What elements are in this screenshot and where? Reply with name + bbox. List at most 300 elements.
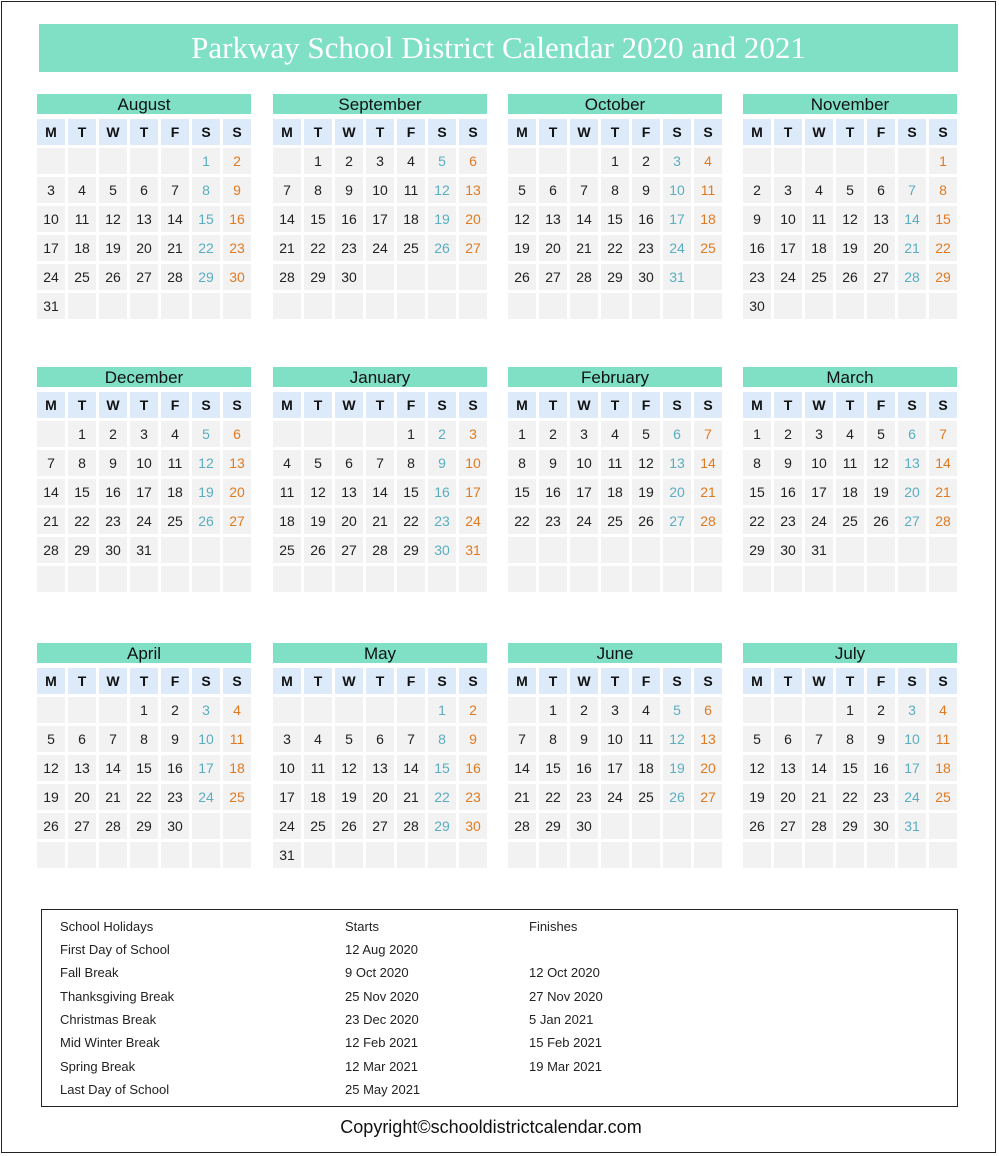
day-cell: 7 — [99, 726, 127, 752]
holiday-start: 12 Feb 2021 — [345, 1035, 419, 1051]
day-cell: 10 — [366, 177, 394, 203]
holiday-start: 23 Dec 2020 — [345, 1011, 419, 1027]
empty-day-cell — [694, 537, 722, 563]
weekday-header: T — [68, 392, 96, 418]
day-cell: 28 — [570, 264, 598, 290]
empty-day-cell — [508, 537, 536, 563]
empty-day-cell — [508, 293, 536, 319]
day-cell: 10 — [37, 206, 65, 232]
day-cell: 27 — [539, 264, 567, 290]
empty-day-cell — [632, 813, 660, 839]
weekday-header: S — [223, 392, 251, 418]
empty-day-cell — [601, 293, 629, 319]
day-cell: 17 — [273, 784, 301, 810]
empty-day-cell — [694, 566, 722, 592]
day-cell: 3 — [663, 148, 691, 174]
weekday-header: S — [663, 119, 691, 145]
day-cell: 21 — [929, 479, 957, 505]
day-cell: 24 — [273, 813, 301, 839]
day-cell: 10 — [898, 726, 926, 752]
empty-day-cell — [273, 421, 301, 447]
empty-day-cell — [774, 293, 802, 319]
empty-day-cell — [929, 842, 957, 868]
weekday-header: F — [161, 668, 189, 694]
day-cell: 24 — [459, 508, 487, 534]
empty-day-cell — [539, 293, 567, 319]
weekday-header: W — [570, 119, 598, 145]
day-cell: 5 — [867, 421, 895, 447]
empty-day-cell — [99, 842, 127, 868]
month-title: September — [273, 94, 487, 114]
day-cell: 5 — [428, 148, 456, 174]
holiday-row — [42, 1082, 957, 1102]
day-cell: 22 — [304, 235, 332, 261]
month-title: November — [743, 94, 957, 114]
day-cell: 21 — [397, 784, 425, 810]
weekday-header: W — [335, 119, 363, 145]
empty-day-cell — [161, 293, 189, 319]
day-cell: 26 — [836, 264, 864, 290]
empty-day-cell — [273, 148, 301, 174]
holiday-end: 5 Jan 2021 — [529, 1011, 594, 1027]
day-cell: 4 — [694, 148, 722, 174]
empty-day-cell — [570, 148, 598, 174]
day-cell: 29 — [68, 537, 96, 563]
empty-day-cell — [366, 697, 394, 723]
weekday-header: F — [397, 392, 425, 418]
day-cell: 13 — [867, 206, 895, 232]
empty-day-cell — [130, 842, 158, 868]
empty-day-cell — [366, 264, 394, 290]
day-cell: 16 — [335, 206, 363, 232]
day-cell: 6 — [663, 421, 691, 447]
day-cell: 4 — [223, 697, 251, 723]
weekday-header: M — [508, 668, 536, 694]
day-cell: 5 — [304, 450, 332, 476]
weekday-header: S — [929, 119, 957, 145]
day-cell: 13 — [366, 755, 394, 781]
day-cell: 12 — [304, 479, 332, 505]
day-cell: 17 — [601, 755, 629, 781]
day-cell: 30 — [632, 264, 660, 290]
empty-day-cell — [570, 842, 598, 868]
empty-day-cell — [273, 697, 301, 723]
day-cell: 26 — [867, 508, 895, 534]
empty-day-cell — [929, 293, 957, 319]
day-cell: 13 — [774, 755, 802, 781]
weekday-header: W — [805, 392, 833, 418]
day-cell: 30 — [223, 264, 251, 290]
weekday-header: S — [459, 119, 487, 145]
empty-day-cell — [774, 566, 802, 592]
day-cell: 31 — [130, 537, 158, 563]
month-december — [37, 367, 251, 592]
day-cell: 17 — [570, 479, 598, 505]
day-cell: 19 — [335, 784, 363, 810]
day-cell: 27 — [867, 264, 895, 290]
day-cell: 19 — [304, 508, 332, 534]
day-cell: 29 — [539, 813, 567, 839]
day-cell: 18 — [929, 755, 957, 781]
month-days-grid — [273, 119, 487, 319]
empty-day-cell — [366, 566, 394, 592]
holidays-header-end: Finishes — [529, 919, 578, 934]
day-cell: 22 — [836, 784, 864, 810]
day-cell: 26 — [335, 813, 363, 839]
day-cell: 14 — [366, 479, 394, 505]
day-cell: 12 — [335, 755, 363, 781]
day-cell: 18 — [694, 206, 722, 232]
day-cell: 2 — [459, 697, 487, 723]
day-cell: 1 — [508, 421, 536, 447]
day-cell: 23 — [335, 235, 363, 261]
month-april — [37, 643, 251, 868]
empty-day-cell — [130, 148, 158, 174]
empty-day-cell — [570, 293, 598, 319]
day-cell: 10 — [805, 450, 833, 476]
empty-day-cell — [459, 264, 487, 290]
weekday-header: S — [663, 392, 691, 418]
day-cell: 27 — [366, 813, 394, 839]
weekday-header: S — [929, 668, 957, 694]
day-cell: 13 — [68, 755, 96, 781]
empty-day-cell — [397, 842, 425, 868]
weekday-header: W — [99, 668, 127, 694]
empty-day-cell — [37, 697, 65, 723]
empty-day-cell — [539, 148, 567, 174]
empty-day-cell — [805, 148, 833, 174]
copyright-text: Copyright©schooldistrictcalendar.com — [340, 1117, 642, 1137]
day-cell: 11 — [805, 206, 833, 232]
day-cell: 31 — [805, 537, 833, 563]
month-title: February — [508, 367, 722, 387]
day-cell: 12 — [836, 206, 864, 232]
day-cell: 17 — [459, 479, 487, 505]
day-cell: 29 — [428, 813, 456, 839]
holiday-start: 25 Nov 2020 — [345, 988, 419, 1004]
weekday-header: S — [428, 119, 456, 145]
day-cell: 19 — [192, 479, 220, 505]
day-cell: 26 — [37, 813, 65, 839]
month-days-grid — [508, 392, 722, 592]
day-cell: 10 — [601, 726, 629, 752]
day-cell: 9 — [867, 726, 895, 752]
day-cell: 9 — [539, 450, 567, 476]
empty-day-cell — [99, 148, 127, 174]
day-cell: 28 — [929, 508, 957, 534]
weekday-header: T — [130, 668, 158, 694]
day-cell: 8 — [68, 450, 96, 476]
weekday-header: W — [335, 392, 363, 418]
day-cell: 25 — [304, 813, 332, 839]
empty-day-cell — [428, 566, 456, 592]
empty-day-cell — [304, 566, 332, 592]
day-cell: 27 — [130, 264, 158, 290]
weekday-header: S — [929, 392, 957, 418]
weekday-header: T — [130, 392, 158, 418]
day-cell: 10 — [130, 450, 158, 476]
holiday-name: First Day of School — [60, 942, 170, 957]
day-cell: 20 — [223, 479, 251, 505]
month-january — [273, 367, 487, 592]
day-cell: 22 — [743, 508, 771, 534]
day-cell: 25 — [836, 508, 864, 534]
day-cell: 10 — [192, 726, 220, 752]
empty-day-cell — [99, 293, 127, 319]
empty-day-cell — [192, 566, 220, 592]
weekday-header: T — [774, 668, 802, 694]
empty-day-cell — [508, 842, 536, 868]
empty-day-cell — [539, 566, 567, 592]
day-cell: 3 — [130, 421, 158, 447]
empty-day-cell — [428, 293, 456, 319]
empty-day-cell — [805, 842, 833, 868]
day-cell: 30 — [459, 813, 487, 839]
day-cell: 6 — [539, 177, 567, 203]
empty-day-cell — [335, 697, 363, 723]
empty-day-cell — [223, 537, 251, 563]
day-cell: 17 — [898, 755, 926, 781]
weekday-header: S — [223, 668, 251, 694]
holiday-end: 27 Nov 2020 — [529, 988, 603, 1004]
day-cell: 7 — [37, 450, 65, 476]
empty-day-cell — [743, 697, 771, 723]
day-cell: 22 — [539, 784, 567, 810]
day-cell: 26 — [99, 264, 127, 290]
day-cell: 9 — [161, 726, 189, 752]
day-cell: 23 — [428, 508, 456, 534]
day-cell: 4 — [836, 421, 864, 447]
weekday-header: T — [601, 668, 629, 694]
day-cell: 25 — [805, 264, 833, 290]
day-cell: 8 — [304, 177, 332, 203]
day-cell: 11 — [273, 479, 301, 505]
empty-day-cell — [37, 421, 65, 447]
empty-day-cell — [68, 293, 96, 319]
month-days-grid — [743, 668, 957, 868]
holiday-start: 12 Mar 2021 — [345, 1058, 418, 1074]
day-cell: 12 — [743, 755, 771, 781]
empty-day-cell — [663, 566, 691, 592]
weekday-header: T — [304, 668, 332, 694]
empty-day-cell — [130, 566, 158, 592]
day-cell: 17 — [805, 479, 833, 505]
day-cell: 15 — [601, 206, 629, 232]
empty-day-cell — [68, 697, 96, 723]
weekday-header: M — [37, 392, 65, 418]
day-cell: 9 — [223, 177, 251, 203]
day-cell: 22 — [929, 235, 957, 261]
day-cell: 6 — [867, 177, 895, 203]
day-cell: 21 — [805, 784, 833, 810]
weekday-header: W — [805, 119, 833, 145]
day-cell: 7 — [273, 177, 301, 203]
day-cell: 2 — [774, 421, 802, 447]
day-cell: 19 — [663, 755, 691, 781]
month-days-grid — [743, 119, 957, 319]
day-cell: 20 — [68, 784, 96, 810]
day-cell: 6 — [130, 177, 158, 203]
day-cell: 21 — [161, 235, 189, 261]
weekday-header: T — [539, 119, 567, 145]
day-cell: 8 — [192, 177, 220, 203]
holidays-table — [41, 909, 958, 1107]
day-cell: 28 — [508, 813, 536, 839]
day-cell: 27 — [774, 813, 802, 839]
day-cell: 4 — [304, 726, 332, 752]
empty-day-cell — [68, 566, 96, 592]
empty-day-cell — [366, 293, 394, 319]
day-cell: 4 — [68, 177, 96, 203]
empty-day-cell — [805, 697, 833, 723]
empty-day-cell — [694, 264, 722, 290]
day-cell: 6 — [694, 697, 722, 723]
day-cell: 24 — [663, 235, 691, 261]
day-cell: 22 — [601, 235, 629, 261]
weekday-header: M — [37, 668, 65, 694]
weekday-header: S — [694, 668, 722, 694]
holiday-start: 25 May 2021 — [345, 1081, 421, 1097]
day-cell: 29 — [304, 264, 332, 290]
weekday-header: M — [508, 392, 536, 418]
weekday-header: T — [601, 119, 629, 145]
day-cell: 5 — [508, 177, 536, 203]
empty-day-cell — [867, 293, 895, 319]
month-days-grid — [508, 119, 722, 319]
empty-day-cell — [397, 566, 425, 592]
weekday-header: T — [539, 668, 567, 694]
day-cell: 29 — [130, 813, 158, 839]
holiday-start: 9 Oct 2020 — [345, 965, 409, 981]
day-cell: 23 — [223, 235, 251, 261]
day-cell: 18 — [68, 235, 96, 261]
empty-day-cell — [743, 566, 771, 592]
day-cell: 25 — [273, 537, 301, 563]
holiday-row — [42, 942, 957, 962]
day-cell: 28 — [694, 508, 722, 534]
empty-day-cell — [743, 842, 771, 868]
day-cell: 3 — [601, 697, 629, 723]
day-cell: 13 — [898, 450, 926, 476]
day-cell: 16 — [867, 755, 895, 781]
empty-day-cell — [570, 537, 598, 563]
month-title: May — [273, 643, 487, 663]
day-cell: 11 — [929, 726, 957, 752]
day-cell: 2 — [99, 421, 127, 447]
empty-day-cell — [539, 842, 567, 868]
month-september — [273, 94, 487, 319]
day-cell: 28 — [161, 264, 189, 290]
day-cell: 18 — [836, 479, 864, 505]
empty-day-cell — [898, 566, 926, 592]
empty-day-cell — [898, 537, 926, 563]
empty-day-cell — [867, 148, 895, 174]
empty-day-cell — [774, 842, 802, 868]
day-cell: 7 — [694, 421, 722, 447]
day-cell: 22 — [192, 235, 220, 261]
month-title: October — [508, 94, 722, 114]
day-cell: 30 — [161, 813, 189, 839]
empty-day-cell — [99, 566, 127, 592]
weekday-header: T — [366, 392, 394, 418]
day-cell: 24 — [192, 784, 220, 810]
day-cell: 18 — [632, 755, 660, 781]
day-cell: 21 — [37, 508, 65, 534]
empty-day-cell — [161, 148, 189, 174]
empty-day-cell — [192, 537, 220, 563]
day-cell: 15 — [304, 206, 332, 232]
empty-day-cell — [335, 293, 363, 319]
empty-day-cell — [663, 813, 691, 839]
weekday-header: W — [570, 668, 598, 694]
day-cell: 30 — [774, 537, 802, 563]
day-cell: 12 — [508, 206, 536, 232]
month-november — [743, 94, 957, 319]
day-cell: 24 — [366, 235, 394, 261]
day-cell: 12 — [663, 726, 691, 752]
empty-day-cell — [508, 148, 536, 174]
day-cell: 2 — [428, 421, 456, 447]
day-cell: 2 — [570, 697, 598, 723]
empty-day-cell — [836, 537, 864, 563]
empty-day-cell — [192, 842, 220, 868]
day-cell: 8 — [508, 450, 536, 476]
day-cell: 1 — [304, 148, 332, 174]
day-cell: 6 — [335, 450, 363, 476]
empty-day-cell — [161, 842, 189, 868]
empty-day-cell — [632, 293, 660, 319]
month-days-grid — [273, 392, 487, 592]
day-cell: 12 — [99, 206, 127, 232]
day-cell: 19 — [37, 784, 65, 810]
day-cell: 7 — [929, 421, 957, 447]
day-cell: 14 — [161, 206, 189, 232]
day-cell: 16 — [774, 479, 802, 505]
weekday-header: F — [632, 668, 660, 694]
empty-day-cell — [663, 537, 691, 563]
empty-day-cell — [335, 842, 363, 868]
day-cell: 1 — [68, 421, 96, 447]
month-title: March — [743, 367, 957, 387]
day-cell: 5 — [99, 177, 127, 203]
empty-day-cell — [223, 293, 251, 319]
empty-day-cell — [366, 842, 394, 868]
weekday-header: F — [397, 119, 425, 145]
day-cell: 2 — [335, 148, 363, 174]
day-cell: 11 — [601, 450, 629, 476]
empty-day-cell — [304, 697, 332, 723]
day-cell: 26 — [743, 813, 771, 839]
empty-day-cell — [836, 293, 864, 319]
weekday-header: T — [304, 119, 332, 145]
empty-day-cell — [304, 293, 332, 319]
holiday-name: Mid Winter Break — [60, 1035, 160, 1051]
day-cell: 12 — [37, 755, 65, 781]
day-cell: 3 — [459, 421, 487, 447]
day-cell: 1 — [428, 697, 456, 723]
holiday-row — [42, 1012, 957, 1032]
day-cell: 15 — [68, 479, 96, 505]
day-cell: 23 — [867, 784, 895, 810]
day-cell: 15 — [130, 755, 158, 781]
empty-day-cell — [663, 293, 691, 319]
empty-day-cell — [632, 842, 660, 868]
day-cell: 3 — [898, 697, 926, 723]
day-cell: 14 — [99, 755, 127, 781]
day-cell: 13 — [459, 177, 487, 203]
month-title: December — [37, 367, 251, 387]
empty-day-cell — [836, 842, 864, 868]
